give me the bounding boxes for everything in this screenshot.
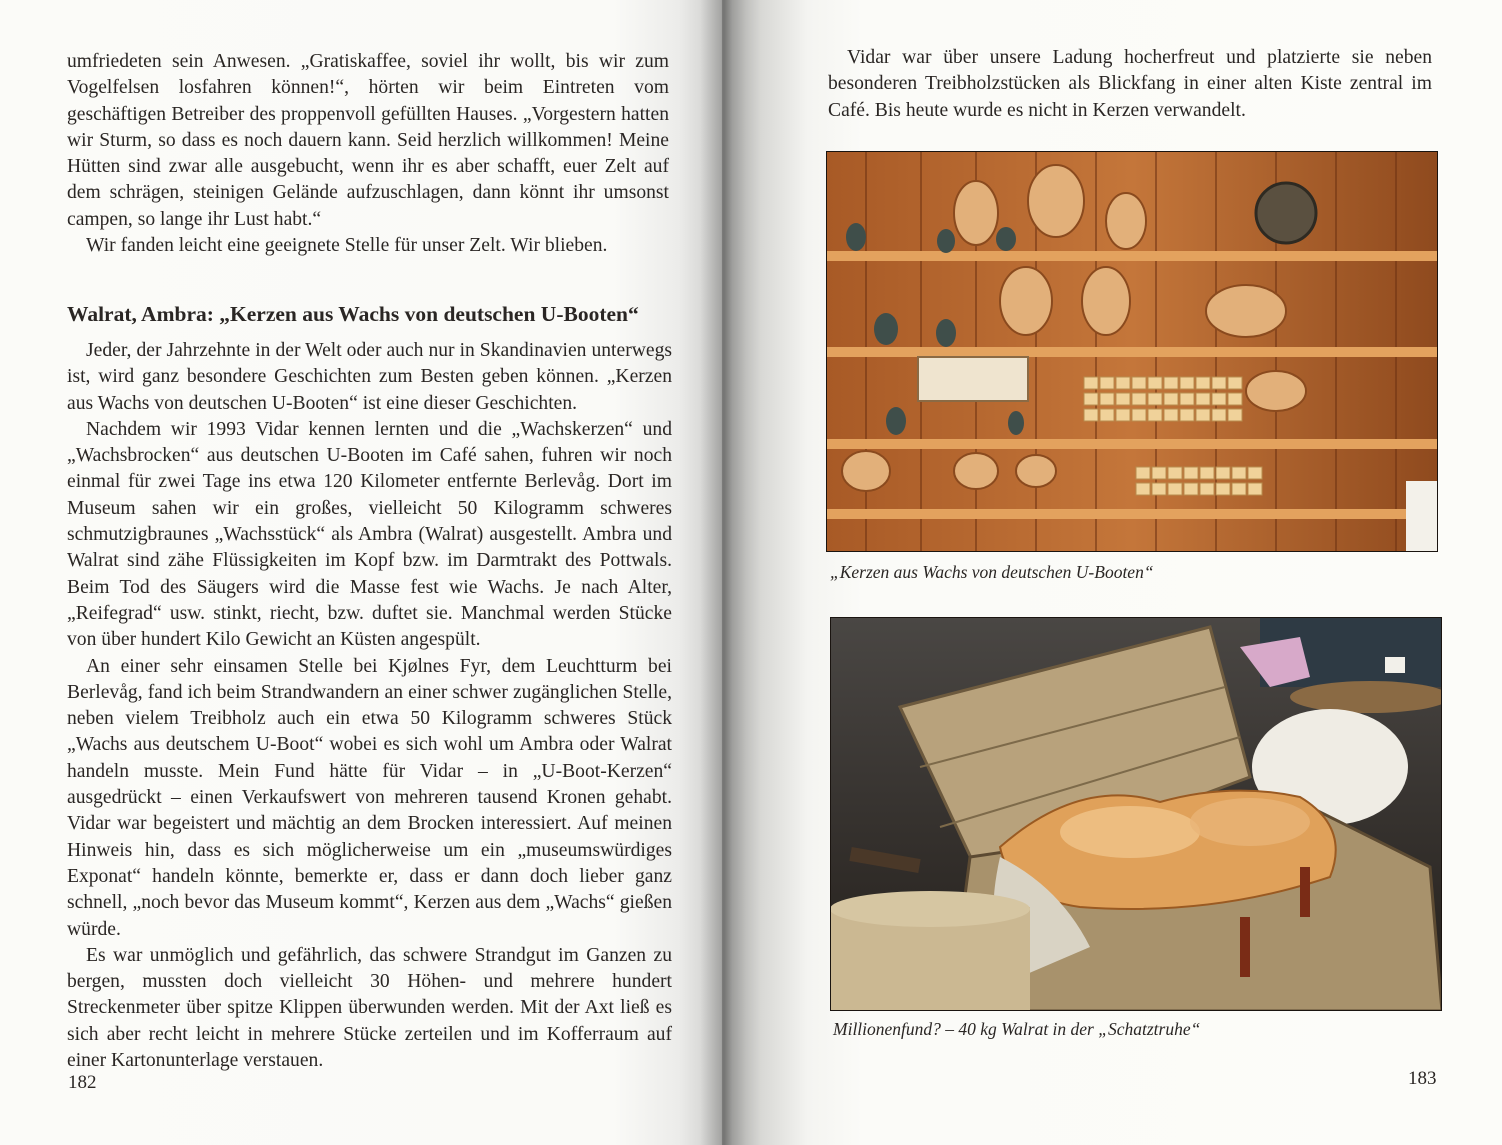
left-text-block-main xyxy=(67,338,672,1074)
left-paragraph-5: An einer sehr einsamen Stelle bei Kjølnes Fyr, dem Leuchtturm bei Berlevåg, fand ich beim Strandwandern an einer schwer zugänglichen Stelle, neben vielem Treibholz auch ein etwa 50 Kilogramm schweres Stück „Wachs aus deutschem U-Boot“ wobei es sich wohl um Ambra oder Walrat handeln musste. Mein Fund hätte für Vidar – in „U-Boot-Kerzen“ ausgedrückt – einen Verkaufswert von mehreren tausend Kronen gehabt. Vidar war begeistert und mächtig an dem Brocken interessiert. Auf meinen Hinweis hin, dass es sich möglicherweise um ein „museumswürdiges Exponat“ handeln könnte, bemerkte er, dass er dann doch lieber ganz schnell, „noch bevor das Museum kommt“, Kerzen aus dem „Wachs“ gießen würde. xyxy=(67,655,672,940)
left-paragraph-1: umfriedeten sein Anwesen. „Gratiskaffee, soviel ihr wollt, bis wir zum Vogelfelsen losfahren können!“, hörten wir beim Eintreten vom geschäftigen Betreiber des proppenvoll gefüllten Hauses. „Vorgestern hatten wir Sturm, so dass es noch dauern kann. Seid herzlich willkommen! Meine Hütten sind zwar alle ausgebucht, wenn ihr es aber schafft, euer Zelt auf dem schrägen, steinigen Gelände aufzuschlagen, dann könnt ihr umsonst campen, so lange ihr Lust habt.“ xyxy=(67,51,669,230)
right-text-block xyxy=(828,45,1432,124)
left-paragraph-2: Wir fanden leicht eine geeignete Stelle für unser Zelt. Wir blieben. xyxy=(86,235,608,257)
walrat-chest-illustration xyxy=(830,617,1442,1011)
left-text-block-top xyxy=(67,49,669,259)
caption-candle-shelves: „Kerzen aus Wachs von deutschen U-Booten“ xyxy=(830,562,1154,582)
page-number-left: 182 xyxy=(68,1072,97,1093)
caption-walrat-chest: Millionenfund? – 40 kg Walrat in der „Schatztruhe“ xyxy=(833,1019,1201,1039)
left-paragraph-6: Es war unmöglich und gefährlich, das schwere Strandgut im Ganzen zu bergen, mussten doch vielleicht 30 Höhen- und mehrere hundert Streckenmeter über spitze Klippen überwunden werden. Mit der Axt ließ es sich aber recht leicht in mehrere Stücke zerteilen und im Kofferraum auf einer Kartonunterlage verstauen. xyxy=(67,944,672,1072)
right-paragraph-1: Vidar war über unsere Ladung hocherfreut und platzierte sie neben besonderen Treibholzstücken als Blickfang in einer alten Kiste zentral im Café. Bis heute wurde es nicht in Kerzen verwandelt. xyxy=(828,47,1432,121)
candle-shelves-illustration xyxy=(826,151,1438,552)
photo-walrat-chest xyxy=(830,617,1442,1011)
section-heading: Walrat, Ambra: „Kerzen aus Wachs von deutschen U-Booten“ xyxy=(67,302,639,326)
left-paragraph-4: Nachdem wir 1993 Vidar kennen lernten und die „Wachskerzen“ und „Wachsbrocken“ aus deutschen U-Booten im Café sahen, fuhren wir noch einmal für zwei Tage ins etwa 120 Kilometer entfernte Berlevåg. Dort im Museum sahen wir ein großes, vielleicht 50 Kilogramm schweres schmutzigbraunes „Wachsstück“ als Ambra (Walrat) ausgestellt. Ambra und Walrat sind zähe Flüssigkeiten im Kopf bzw. im Darmtrakt des Pottwals. Beim Tod des Säugers wird die Masse fest wie Wachs. Je nach Alter, „Reifegrad“ usw. stinkt, riecht, bzw. duftet sie. Manchmal werden Stücke von über hundert Kilo Gewicht an Küsten angespült. xyxy=(67,418,672,651)
left-paragraph-3: Jeder, der Jahrzehnte in der Welt oder auch nur in Skandinavien unterwegs ist, wird ganz besondere Geschichten zum Besten geben können. „Kerzen aus Wachs von deutschen U-Booten“ ist eine dieser Geschichten. xyxy=(67,340,672,414)
book-gutter-shadow xyxy=(700,0,746,1145)
page-number-right: 183 xyxy=(1408,1068,1437,1089)
photo-candle-shelves xyxy=(826,151,1438,552)
